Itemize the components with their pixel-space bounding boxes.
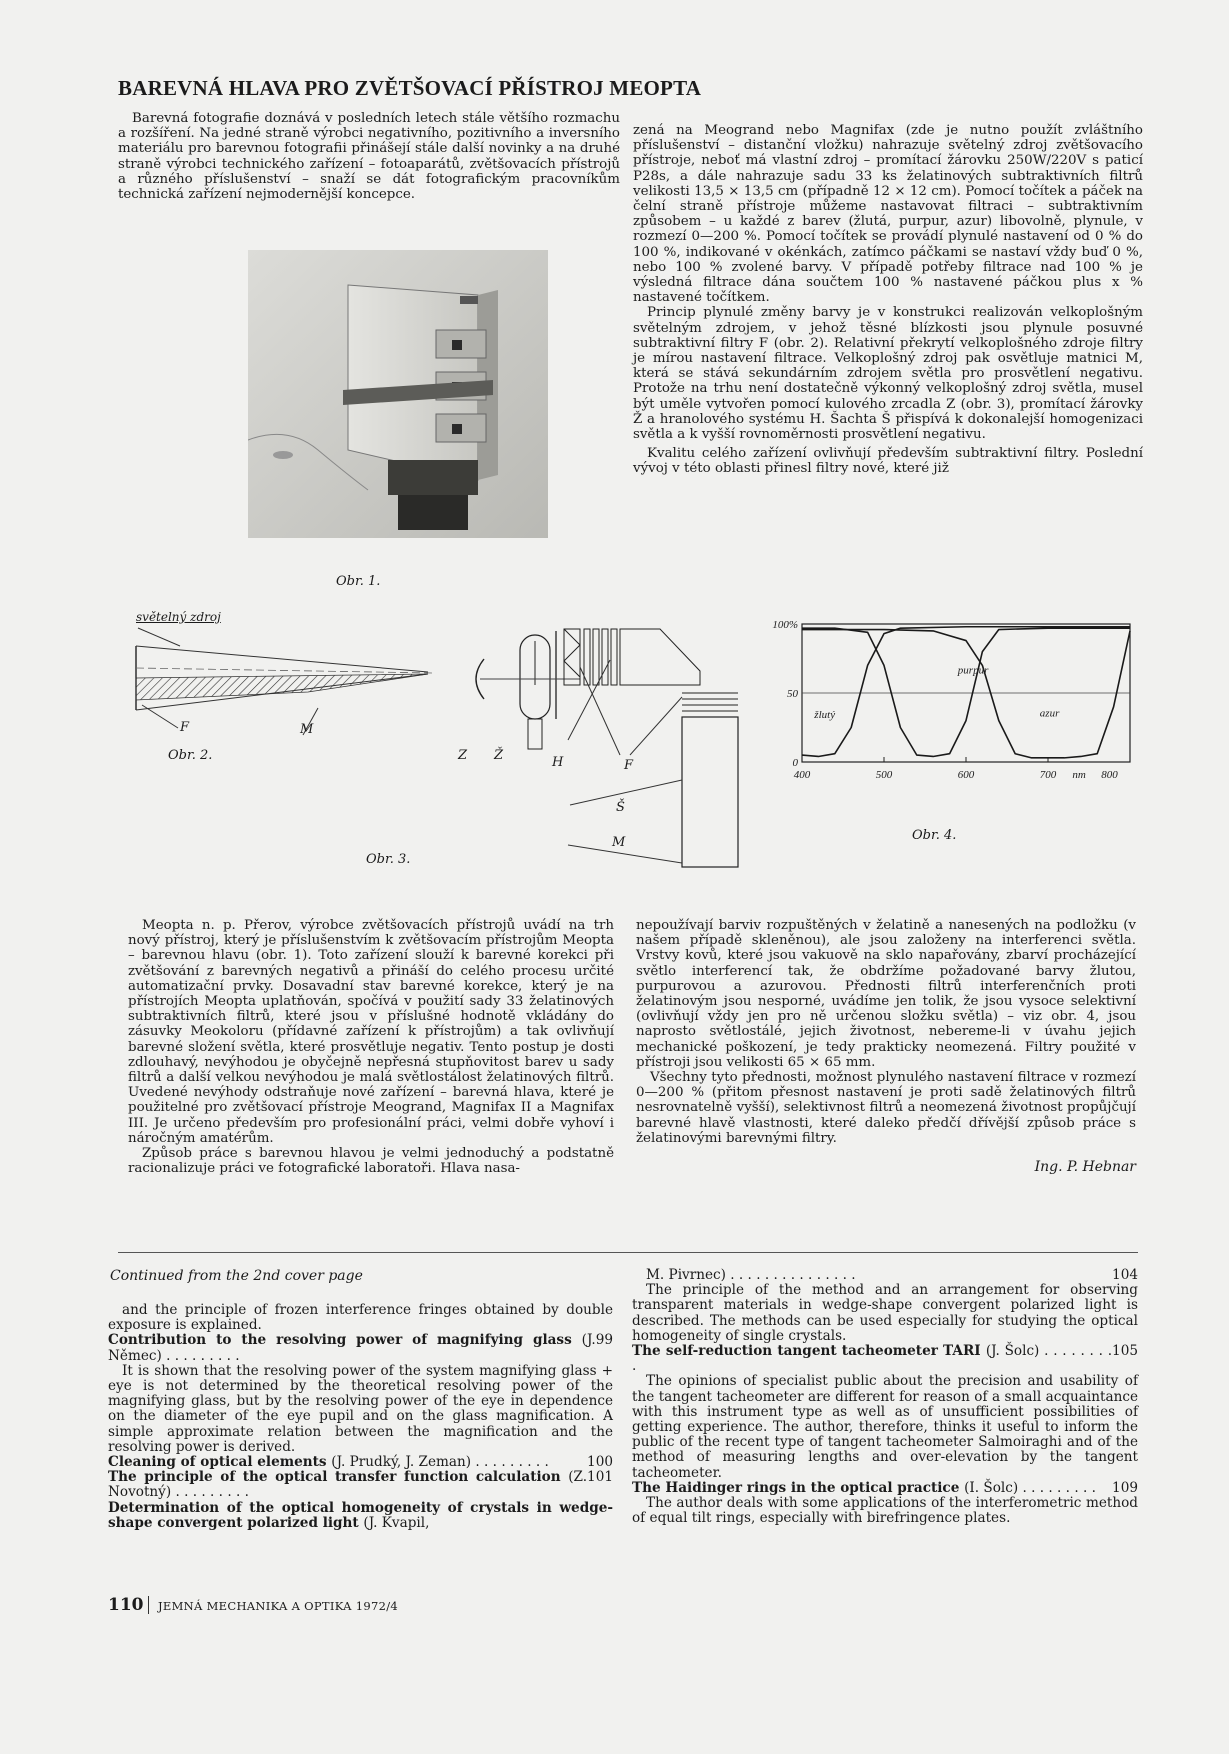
toc-description: and the principle of frozen interference fringes obtained by double exposure is explained. (108, 1302, 613, 1334)
toc-entry-title: Determination of the optical homogeneity of crystals in wedge-shape convergent polarized light (108, 1499, 613, 1531)
toc-page-number: 105 (1112, 1343, 1138, 1360)
left-column-bottom (128, 918, 614, 1176)
figure-3-label-M: M (612, 835, 626, 850)
toc-page-number: 101 (587, 1469, 613, 1486)
toc-description: The principle of the method and an arrangement for observing transparent materials in wedge-shape convergent polarized light is described. The methods can be used especially for studying the optical homogeneity of single crystals. (632, 1282, 1138, 1344)
chart-series (802, 627, 1130, 758)
figure-2-diagram (128, 610, 438, 750)
chart-x-tick-label: 600 (957, 769, 975, 781)
chart-y-tick-label: 100% (772, 619, 798, 631)
chart-series-azur (802, 630, 1130, 758)
toc-entry (632, 1481, 1138, 1496)
toc-heading: Continued from the 2nd cover page (110, 1268, 363, 1284)
toc-entry-author: (J. Němec) . . . . . . . . . (108, 1332, 596, 1364)
figure-3-label-F: F (624, 758, 634, 773)
toc-entry-author: (J. Šolc) . . . . . . . . . (632, 1343, 1113, 1375)
toc-entry-author: M. Pivrnec) . . . . . . . . . . . . . . . (646, 1267, 856, 1283)
figure-3-label-Zh: Ž (494, 748, 504, 763)
toc-entry-title: Cleaning of optical elements (108, 1454, 332, 1471)
toc-entry (108, 1455, 613, 1470)
chart-axis-labels (772, 619, 1118, 781)
figure-3-label-H: H (552, 755, 564, 770)
chart-series-žlutý (802, 627, 1130, 757)
journal-name: JEMNÁ MECHANIKA A OPTIKA 1972/4 (158, 1599, 398, 1613)
left-bottom-paragraph-1: Meopta n. p. Přerov, výrobce zvětšovacích přístrojů uvádí na trh nový přístroj, který je příslušenstvím k zvětšovacím přístrojům Meopta – barevnou hlavu (obr. 1). Toto zařízení slouží k barevné korekci při zvětšování z barevných negativů a přináší do celého procesu určité automatizační prvky. Dosavadní stav barevné korekce, který je na přístrojích Meopta uplatňován, spočívá v použití sady 33 želatinových subtraktivních filtrů, které jsou v příslušné hodnotě vkládány do zásuvky Meokoloru (přídavné zařízení k přístrojům) a tak ovlivňují barevné složení světla, které prosvětluje negativ. Tento postup je dosti zdlouhavý, nevýhodou je obyčejně nepřesná stupňovitost barev u sady filtrů a další velkou nevýhodou je malá světlostálost želatinových filtrů. Uvedené nevýhody odstraňuje nové zařízení – barevná hlava, které je použitelné pro zvětšovací přístroje Meogrand, Magnifax II a Magnifax III. Je určeno především pro profesionální práci, velmi dobře vyhoví i náročným amatérům. (128, 918, 614, 1146)
transmission-chart (760, 612, 1140, 812)
toc-right-column (632, 1268, 1138, 1526)
toc-entry-author: (I. Šolc) . . . . . . . . . (964, 1479, 1096, 1496)
toc-page-number: 109 (1112, 1479, 1138, 1496)
toc-entry (108, 1470, 613, 1500)
chart-y-tick-label: 0 (792, 757, 798, 769)
section-divider (118, 1252, 1138, 1253)
figure-2-label-M: M (300, 722, 314, 737)
chart-x-tick-label: 800 (1101, 769, 1118, 781)
toc-entry-title: Contribution to the resolving power of magnifying glass (108, 1332, 582, 1349)
figure-4-caption: Obr. 4. (912, 828, 957, 843)
figure-2-caption: Obr. 2. (168, 748, 213, 763)
right-top-paragraph-1: zená na Meogrand nebo Magnifax (zde je nutno použít zvláštního příslušenství – distanční vložku) nahrazuje světelný zdroj zvětšovacího přístroje, neboť má vlastní zdroj – promítací žárovku 250W/220V s paticí P28s, a dále nahrazuje sadu 33 ks želatinových subtraktivních filtrů velikosti 13,5 × 13,5 cm (případně 12 × 12 cm). Pomocí točítek a páček na čelní straně přístroje můžeme nastavovat filtraci – subtraktivním způsobem – u každé z barev (žlutá, purpur, azur) libovolně, plynule, v rozmezí 0—200 %. Pomocí točítek se provádí plynulé nastavení od 0 % do 100 %, indikované v okénkách, zatímco páčkami se nastaví vždy buď 0 %, nebo 100 % zvolené barvy. V případě potřeby filtrace nad 100 % je výsledná filtrace dána součtem 100 % nastavené páčkou plus x % nastavené točítkem. (633, 123, 1143, 306)
chart-grid (802, 624, 1130, 762)
chart-x-tick-label: 700 (1039, 769, 1057, 781)
right-bottom-paragraph-1: nepoužívají barviv rozpuštěných v želatině a nanesených na podložku (v našem případě skleněnou), ale jsou založeny na interferenci světla. Vrstvy kovů, které jsou vakuově na sklo napařovány, zbarví procházející světlo interferencí tak, že obdržíme požadované barvy žlutou, purpurovou a azurovou. Přednosti filtrů interferenčních proti želatinovým jsou nesporné, uvádíme jen tolik, že jsou vysoce selektivní (ovlivňují vždy jen pro ně určenou složku světla) – viz obr. 4, jsou naprosto světlostálé, jejich životnost, nebereme-li v úvahu jejich mechanické poškození, je tedy prakticky neomezená. Filtry použité v přístroji jsou velikosti 65 × 65 mm. (636, 918, 1136, 1070)
chart-y-tick-label: 50 (787, 688, 798, 700)
toc-page-number: 104 (1112, 1267, 1138, 1283)
footer-separator (148, 1596, 149, 1614)
figure-1-caption: Obr. 1. (336, 574, 381, 589)
figure-3-label-S: Š (616, 800, 625, 815)
toc-entry (632, 1344, 1138, 1374)
right-column-top (633, 123, 1143, 477)
toc-description: It is shown that the resolving power of the system magnifying glass + eye is not determined by the theoretical resolving power of the magnifying glass, but by the resolving power of the eye in dependence on the diameter of the eye pupil and on the glass magnification. A simple approximate relation between the magnification and the resolving power is derived. (108, 1362, 613, 1455)
chart-x-tick-label: 400 (793, 769, 811, 781)
figure-3-label-Z: Z (458, 748, 468, 763)
toc-entry-title: The Haidinger rings in the optical practice (632, 1479, 965, 1496)
toc-entry (108, 1501, 613, 1531)
toc-entry (108, 1333, 613, 1363)
page-number: 110 (108, 1595, 144, 1615)
intro-paragraph: Barevná fotografie doznává v posledních letech stále většího rozmachu a rozšíření. Na jedné straně výrobci negativního, pozitivního a inversního materiálu pro barevnou fotografii přinášejí stále další novinky a na druhé straně výrobci technického zařízení – fotoaparátů, zvětšovacích přístrojů a různého příslušenství – snaží se dát fotografickým pracovníkům technická zařízení nejmodernější koncepce. (118, 111, 620, 203)
toc-entry-title: The self-reduction tangent tacheometer TARI (632, 1343, 986, 1360)
figure-4-chart (760, 612, 1140, 812)
chart-x-tick-label: nm (1072, 769, 1086, 781)
chart-series-label: purpur (957, 664, 989, 677)
toc-description: The author deals with some applications of the interferometric method of equal tilt rings, especially with birefringence plates. (632, 1495, 1138, 1527)
chart-series-label: azur (1039, 707, 1060, 720)
toc-page-number: 99 (595, 1332, 613, 1349)
figure-3-caption: Obr. 3. (366, 852, 411, 867)
right-top-paragraph-2: Princip plynulé změny barvy je v konstrukci realizován velkoplošným světelným zdrojem, v jehož těsné blízkosti jsou plynule posuvné subtraktivní filtry F (obr. 2). Relativní překrytí velkoplošného zdroje filtry je mírou nastavení filtrace. Velkoplošný zdroj pak osvětluje matnici M, která se stává sekundárním zdrojem světla pro prosvětlení negativu. Protože na trhu není dostatečně výkonný velkoplošný zdroj světla, musel být uměle vytvořen pomocí kulového zrcadla Z (obr. 3), promítací žárovky Ž a hranolového systému H. Šachta Š přispívá k dokonalejší homogenizaci světla a k vyšší rovnoměrnosti prosvětlení negativu. (633, 305, 1143, 443)
toc-description: The opinions of specialist public about the precision and usability of the tangent tacheometer are different for reason of a small acquaintance with this instrument type as well as of unsufficient possibilities of getting experience. The author, therefore, thinks it useful to inform the public of the recent type of tangent tacheometer Salmoiraghi and of the method of measuring lengths and over-elevation by the tangent tacheometer. (632, 1373, 1138, 1481)
figure-1-photo (248, 250, 548, 550)
toc-entry-author: (J. Prudký, J. Zeman) . . . . . . . . . (331, 1454, 549, 1471)
author-signature: Ing. P. Hebnar (1034, 1159, 1136, 1176)
toc-entry-title: The principle of the optical transfer function calculation (108, 1469, 569, 1486)
figure-3-diagram (460, 605, 750, 875)
chart-x-tick-label: 500 (875, 769, 893, 781)
right-top-paragraph-3: Kvalitu celého zařízení ovlivňují především subtraktivní filtry. Poslední vývoj v této oblasti přinesl filtry nové, které již (633, 446, 1143, 477)
toc-entry-author: (J. Kvapil, (363, 1514, 430, 1531)
right-bottom-paragraph-2: Všechny tyto přednosti, možnost plynulého nastavení filtrace v rozmezí 0—200 % (přitom přesnost nastavení je proti sadě želatinových filtrů nesrovnatelně vyšší), selektivnost filtrů a neomezená životnost propůjčují barevné hlavě vlastnosti, které daleko předčí dřívější způsob práce s želatinovými barevnými filtry. (636, 1070, 1136, 1146)
chart-series-purpur (802, 628, 1130, 756)
toc-page-number: 100 (587, 1454, 613, 1471)
figure-2-label-source: světelný zdroj (136, 610, 221, 624)
right-column-bottom (636, 918, 1136, 1175)
article-title: BAREVNÁ HLAVA PRO ZVĚTŠOVACÍ PŘÍSTROJ MEOPTA (118, 76, 702, 100)
figure-2-label-F: F (180, 720, 190, 735)
toc-left-column (108, 1303, 613, 1531)
toc-entry-continuation (632, 1268, 1138, 1283)
chart-series-label: žlutý (814, 708, 836, 721)
left-bottom-paragraph-2: Způsob práce s barevnou hlavou je velmi jednoduchý a podstatně racionalizuje práci ve fotografické laboratoři. Hlava nasa- (128, 1146, 614, 1177)
toc-entry-author: (Z. Novotný) . . . . . . . . . (108, 1469, 588, 1501)
